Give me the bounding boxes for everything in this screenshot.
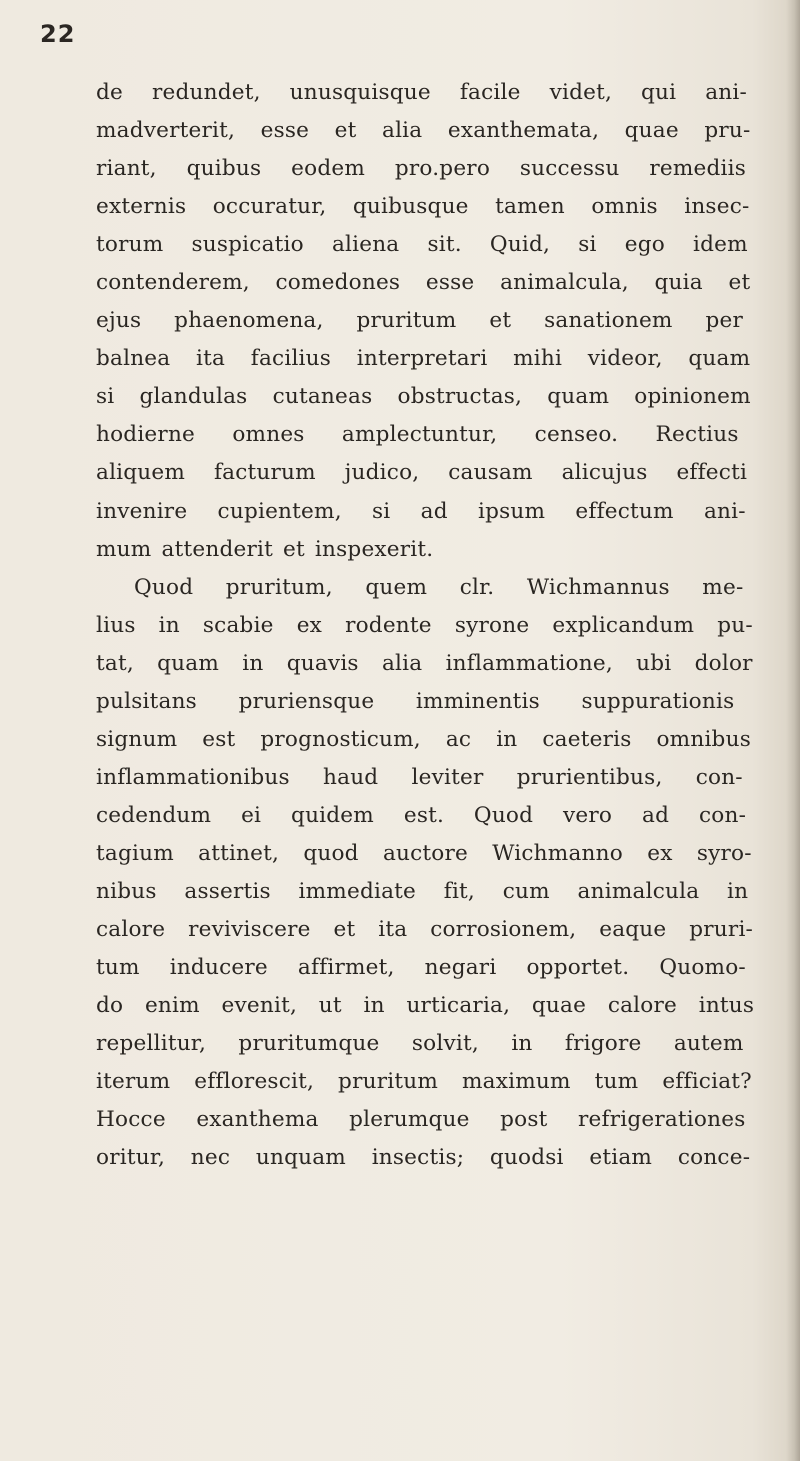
word: judico, [344, 460, 420, 486]
text-line [96, 949, 776, 987]
word: suspicatio [191, 232, 304, 258]
word: quia [654, 270, 703, 296]
word: insec- [684, 194, 750, 220]
word: prurientibus, [516, 764, 663, 790]
word: calore [96, 917, 166, 943]
word: negari [424, 955, 497, 981]
word: nec [190, 1145, 231, 1171]
text-line [96, 645, 776, 683]
body-text [96, 74, 776, 1177]
word: do [96, 993, 124, 1019]
word: est [202, 726, 236, 752]
word: obstructas, [397, 384, 523, 410]
word: ita [378, 917, 408, 943]
text-line [96, 569, 776, 607]
word: quibusque [352, 194, 469, 220]
word: intus [698, 993, 755, 1019]
word: Quomo- [659, 955, 746, 981]
word: facile [459, 80, 521, 105]
word: quem [365, 574, 428, 600]
word: ani- [705, 80, 748, 105]
word: riant, [96, 156, 157, 182]
word: exanthemata, [447, 118, 600, 144]
word: etiam [589, 1145, 653, 1171]
word: quam [157, 650, 220, 676]
word: affirmet, [297, 955, 395, 981]
word: quod [303, 840, 359, 866]
word: quodsi [489, 1145, 564, 1171]
text-line [96, 759, 776, 797]
word: lius [96, 612, 136, 638]
text-line [96, 683, 776, 721]
word: scabie [202, 612, 274, 638]
text-line [96, 302, 776, 340]
text-line [96, 873, 776, 911]
word: haud [323, 764, 379, 790]
word: Wichmanno [492, 840, 623, 866]
word: pruritum [356, 308, 457, 334]
text-line [96, 454, 776, 492]
word: quidem [291, 802, 374, 828]
word: leviter [411, 764, 484, 790]
word: si [578, 232, 597, 258]
word: videt, [549, 80, 613, 105]
word: efficiat? [662, 1069, 752, 1095]
page-number: 22 [40, 20, 76, 48]
word: pulsitans [96, 688, 197, 714]
word: calore [607, 993, 677, 1019]
word: animalcula [577, 878, 700, 904]
word: balnea [96, 346, 171, 372]
word: immediate [298, 878, 417, 904]
word: ei [241, 802, 262, 828]
word: iterum [96, 1069, 171, 1095]
text-line [96, 340, 776, 378]
word: sit. [427, 232, 462, 258]
word: omnes [232, 422, 305, 448]
word: torum [96, 232, 164, 258]
word: plerumque [349, 1107, 470, 1133]
word: corrosionem, [430, 917, 577, 943]
word: syrone [454, 612, 530, 638]
word: quae [531, 993, 587, 1019]
word: pruriensque [238, 688, 375, 714]
word: pruritumque [238, 1031, 380, 1057]
word: evenit, [221, 993, 298, 1019]
word: in [158, 612, 180, 638]
text-line [96, 226, 776, 264]
word: per [705, 308, 744, 334]
word: fit, [443, 878, 475, 904]
word: nibus [96, 878, 157, 904]
text-line [96, 911, 776, 949]
word: ani- [703, 498, 746, 524]
word: in [496, 726, 518, 752]
word: Quod [473, 802, 534, 828]
word: suppurationis [581, 688, 735, 714]
text-line [96, 1025, 776, 1063]
word: ex [296, 612, 323, 638]
word: quavis [286, 650, 359, 676]
word: vero [563, 802, 613, 828]
word: quam [688, 346, 751, 372]
word: enim [144, 993, 200, 1019]
word: animalcula, [500, 270, 629, 296]
word: pru- [704, 118, 751, 144]
text-line [96, 1063, 776, 1101]
word: Hocce [96, 1107, 166, 1133]
word: censeo. [534, 422, 619, 448]
word: alia [381, 650, 423, 676]
page-edge-shadow [786, 0, 800, 1461]
word: ejus [96, 308, 142, 334]
word: sanationem [544, 308, 673, 334]
word: unusquisque [289, 80, 431, 105]
word: cedendum [96, 802, 212, 828]
word: ipsum [477, 498, 546, 524]
word: facturum [213, 460, 316, 486]
word: pruritum [338, 1069, 438, 1095]
word: in [511, 1031, 533, 1057]
word: phaenomena, [174, 308, 324, 334]
word: quibus [186, 156, 262, 182]
word: ubi [636, 650, 672, 676]
word: syro- [696, 840, 752, 866]
text-line [96, 378, 776, 416]
word: ad [642, 802, 670, 828]
word: esse [425, 270, 475, 296]
word: conce- [677, 1145, 751, 1171]
word: caeteris [542, 726, 632, 752]
word: pro.pero [394, 156, 491, 182]
word: et [333, 917, 356, 943]
word: tat, [96, 650, 134, 676]
word: et [334, 118, 357, 144]
word: interpretari [356, 346, 488, 372]
word: cupientem, [217, 498, 342, 524]
word: inflammationibus [96, 764, 290, 790]
word: assertis [184, 878, 271, 904]
word: invenire [96, 498, 188, 524]
word: glandulas [139, 384, 248, 410]
word: remediis [649, 156, 747, 182]
word: effectum [575, 498, 674, 524]
word: occuratur, [212, 194, 327, 220]
word: opportet. [526, 955, 630, 981]
word: eodem [291, 156, 365, 182]
word: opinionem [634, 384, 751, 410]
word: ad [420, 498, 448, 524]
word: con- [695, 764, 743, 790]
word: post [500, 1107, 548, 1133]
word: repellitur, [96, 1031, 207, 1057]
word: si [96, 384, 115, 410]
word: ac [445, 726, 472, 752]
word: tamen [495, 194, 565, 220]
word: causam [448, 460, 533, 486]
word: redundet, [151, 80, 261, 105]
word: frigore [564, 1031, 642, 1057]
word: refrigerationes [578, 1107, 746, 1133]
word: quae [624, 118, 679, 144]
word: aliena [331, 232, 400, 258]
text-line [96, 835, 776, 873]
word: solvit, [411, 1031, 479, 1057]
word: efflorescit, [194, 1069, 315, 1095]
word: Quod [134, 574, 194, 600]
word: comedones [275, 270, 401, 296]
word: me- [702, 574, 744, 600]
word: tagium [96, 840, 174, 866]
word: oritur, [96, 1145, 166, 1171]
word: omnibus [656, 726, 751, 752]
text-line [96, 797, 776, 835]
word: et [489, 308, 512, 334]
word: idem [693, 232, 748, 258]
text-line: mum attenderit et inspexerit. [96, 536, 434, 562]
word: unquam [255, 1145, 346, 1171]
word: auctore [382, 840, 469, 866]
word: et [728, 270, 751, 296]
word: alia [382, 118, 423, 144]
word: in [727, 878, 749, 904]
word: madverterit, [96, 118, 236, 144]
word: insectis; [371, 1145, 465, 1171]
word: in [242, 650, 264, 676]
word: reviviscere [188, 917, 311, 943]
text-line [96, 1101, 776, 1139]
word: exanthema [196, 1107, 319, 1133]
word: ego [624, 232, 665, 258]
word: inflammatione, [445, 650, 613, 676]
word: maximum [461, 1069, 571, 1095]
word: contenderem, [96, 270, 250, 296]
word: prognosticum, [260, 726, 421, 752]
word: ex [647, 840, 673, 866]
word: effecti [676, 460, 748, 486]
word: Rectius [655, 422, 739, 448]
word: Wichmannus [526, 574, 670, 600]
word: pruri- [689, 917, 754, 943]
word: esse [260, 118, 310, 144]
word: videor, [587, 346, 663, 372]
word: de [96, 80, 124, 105]
text-line [96, 416, 776, 454]
word: si [372, 498, 391, 524]
word: eaque [599, 917, 667, 943]
word: omnis [591, 194, 658, 220]
word: inducere [169, 955, 268, 981]
text-line [96, 74, 776, 112]
word: externis [96, 194, 187, 220]
text-line [96, 1139, 776, 1177]
text-line [96, 112, 776, 150]
text-line [96, 493, 776, 531]
word: dolor [694, 650, 753, 676]
text-line [96, 721, 776, 759]
word: mihi [513, 346, 563, 372]
word: cutaneas [272, 384, 373, 410]
word: ut [318, 993, 342, 1019]
word: hodierne [96, 422, 196, 448]
word: tum [96, 955, 140, 981]
word: attinet, [198, 840, 280, 866]
word: rodente [345, 612, 432, 638]
word: alicujus [561, 460, 648, 486]
word: clr. [459, 574, 495, 600]
word: Quid, [489, 232, 551, 258]
text-line [96, 150, 776, 188]
word: signum [96, 726, 178, 752]
word: cum [502, 878, 550, 904]
word: con- [699, 802, 747, 828]
text-line [96, 987, 776, 1025]
text-line [96, 264, 776, 302]
word: in [363, 993, 385, 1019]
word: successu [519, 156, 620, 182]
word: urticaria, [406, 993, 511, 1019]
word: facilius [250, 346, 332, 372]
word: qui [641, 80, 677, 105]
word: explicandum [552, 612, 695, 638]
word: tum [594, 1069, 639, 1095]
word: pu- [717, 612, 753, 638]
word: amplectuntur, [341, 422, 498, 448]
word: est. [403, 802, 445, 828]
text-line [96, 607, 776, 645]
word: quam [547, 384, 610, 410]
word: aliquem [96, 460, 186, 486]
word: autem [673, 1031, 744, 1057]
text-line [96, 188, 776, 226]
word: imminentis [415, 688, 540, 714]
word: ita [196, 346, 226, 372]
word: pruritum, [225, 574, 333, 600]
